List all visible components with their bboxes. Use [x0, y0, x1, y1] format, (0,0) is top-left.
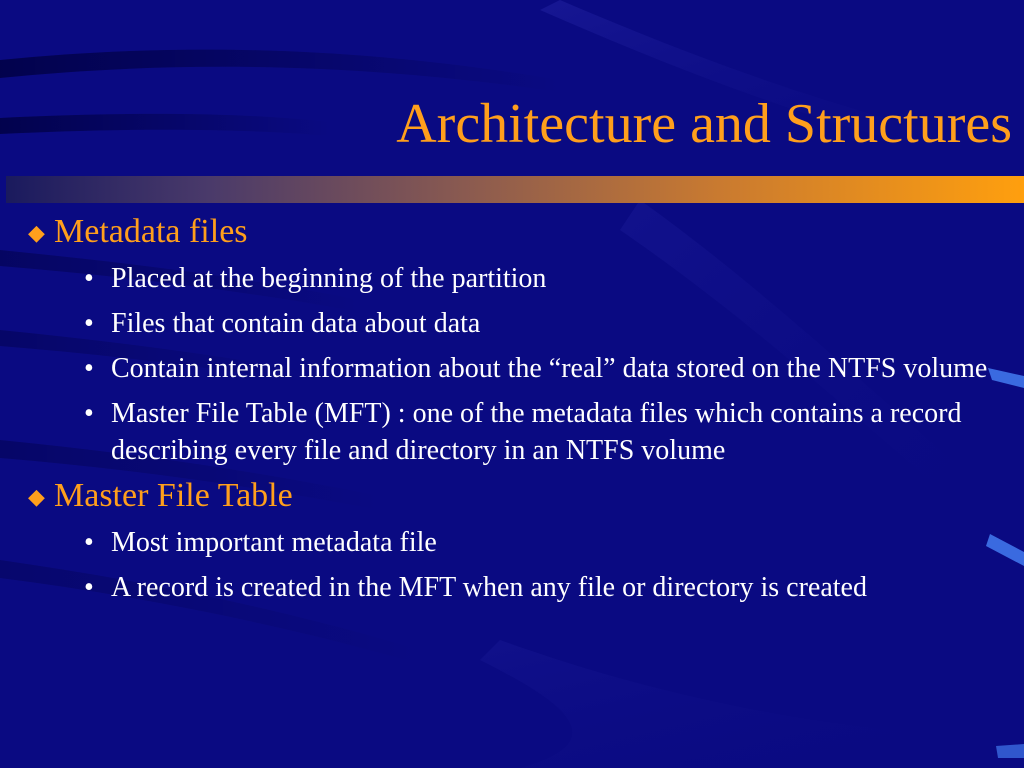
dot-bullet-icon: • [84, 263, 94, 294]
dot-bullet-icon: • [84, 527, 94, 558]
section-heading-text: Master File Table [54, 477, 293, 514]
diamond-bullet-icon: ◆ [28, 220, 45, 245]
title-underline-bar [6, 176, 1024, 203]
list-item: • Master File Table (MFT) : one of the metadata files which contains a record describing every file and directory in an NTFS volume [84, 395, 1008, 469]
list-item: • Contain internal information about the “real” data stored on the NTFS volume [84, 350, 1008, 387]
section-master-file-table [28, 477, 1008, 606]
section-heading-text: Metadata files [54, 213, 248, 250]
section-heading [28, 477, 1008, 518]
list-item: • Files that contain data about data [84, 305, 1008, 342]
section-metadata-files [28, 213, 1008, 469]
dot-bullet-icon: • [84, 572, 94, 603]
dot-bullet-icon: • [84, 308, 94, 339]
dot-bullet-icon: • [84, 353, 94, 384]
bullet-list [84, 260, 1008, 469]
diamond-bullet-icon: ◆ [28, 484, 45, 509]
dot-bullet-icon: • [84, 398, 94, 429]
list-item: • A record is created in the MFT when any file or directory is created [84, 569, 1008, 606]
list-item: • Placed at the beginning of the partition [84, 260, 1008, 297]
list-item: • Most important metadata file [84, 524, 1008, 561]
bullet-list [84, 524, 1008, 606]
slide-content [28, 213, 1008, 614]
slide-title: Architecture and Structures [396, 93, 1012, 155]
section-heading [28, 213, 1008, 254]
